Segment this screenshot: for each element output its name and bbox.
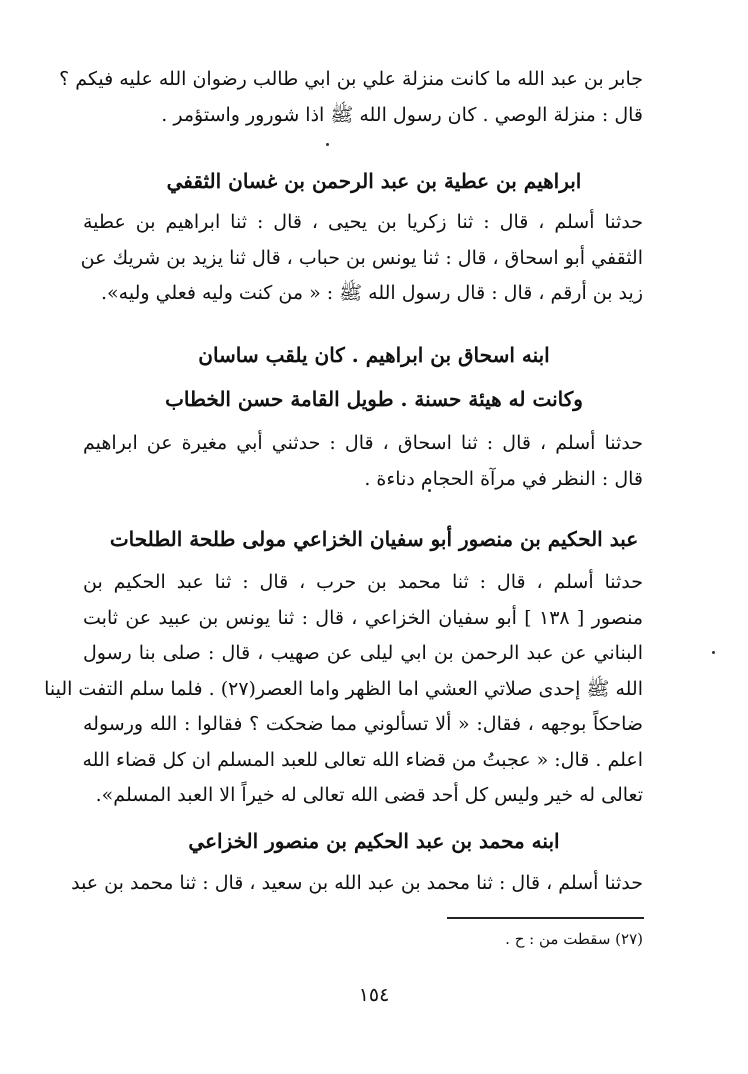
- text-line: زيد بن أرقم ، قال : قال رسول الله ﷺ : « من كنت وليه فعلي وليه».: [100, 282, 643, 304]
- text-line: حدثنا أسلم ، قال : ثنا محمد بن حرب ، قال : ثنا عبد الحكيم بن: [83, 571, 643, 593]
- text-line: اعلم . قال: « عجبتُ من قضاء الله تعالى للعبد المسلم ان كل قضاء الله: [82, 748, 643, 771]
- text-line: حدثنا أسلم ، قال : ثنا اسحاق ، قال : حدثني أبي مغيرة عن ابراهيم: [83, 432, 643, 454]
- text-line: ضاحكاً بوجهه ، فقال: « ألا تسألوني مما ضحكت ؟ فقالوا : الله ورسوله: [83, 713, 643, 735]
- text-line: البناني عن عبد الرحمن بن ابي ليلى عن صهيب ، قال : صلى بنا رسول: [83, 642, 643, 664]
- text-line: تعالى له خير وليس كل أحد قضى الله تعالى له خيراً الا العبد المسلم».: [95, 784, 643, 806]
- heading-abd-al-hakim: عبد الحكيم بن منصور أبو سفيان الخزاعي مولى طلحة الطلحات: [109, 527, 639, 551]
- text-line: حدثنا أسلم ، قال : ثنا محمد بن عبد الله بن سعيد ، قال : ثنا محمد بن عبد: [71, 872, 643, 894]
- footnote: (٢٧) سقطت من : ح .: [505, 930, 643, 948]
- print-speck: [326, 143, 329, 146]
- footnote-separator: [447, 917, 644, 919]
- print-speck: [428, 489, 431, 492]
- paragraph-jabir: [59, 62, 643, 133]
- text-line: جابر بن عبد الله ما كانت منزلة علي بن ابي طالب رضوان الله عليه فيكم ؟: [59, 68, 643, 90]
- heading-ishaq-sasan: ابنه اسحاق بن ابراهيم . كان يلقب ساسان: [198, 343, 550, 367]
- paragraph-mirror-hajjam: [83, 426, 643, 497]
- heading-ibrahim-ibn-atiyya: ابراهيم بن عطية بن عبد الرحمن بن غسان الثقفي: [166, 169, 582, 193]
- paragraph-aslam-muhammad: [71, 866, 643, 902]
- print-speck: [712, 651, 715, 654]
- text-line: الثقفي أبو اسحاق ، قال : ثنا يونس بن حباب ، قال ثنا يزيد بن شريك عن: [80, 246, 643, 269]
- text-line: قال : منزلة الوصي . كان رسول الله ﷺ اذا شورور واستؤمر .: [161, 103, 643, 126]
- text-line: الله ﷺ إحدى صلاتي العشي اما الظهر واما العصر(٢٧) . فلما سلم التفت الينا: [44, 677, 643, 700]
- text-line: منصور [ ١٣٨ ] أبو سفيان الخزاعي ، قال : ثنا يونس بن عبيد عن ثابت: [83, 606, 644, 629]
- text-line: قال : النظر في مرآة الحجام دناءة .: [364, 467, 643, 490]
- heading-ishaq-description: وكانت له هيئة حسنة . طويل القامة حسن الخطاب: [165, 387, 583, 411]
- paragraph-suhaib-hadith: [44, 565, 644, 814]
- paragraph-aslam-zakariyya: [80, 205, 643, 312]
- heading-muhammad-ibn-abd-al-hakim: ابنه محمد بن عبد الحكيم بن منصور الخزاعي: [188, 829, 560, 853]
- text-line: حدثنا أسلم ، قال : ثنا زكريا بن يحيى ، قال : ثنا ابراهيم بن عطية: [83, 211, 643, 233]
- page-number: ١٥٤: [358, 984, 390, 1006]
